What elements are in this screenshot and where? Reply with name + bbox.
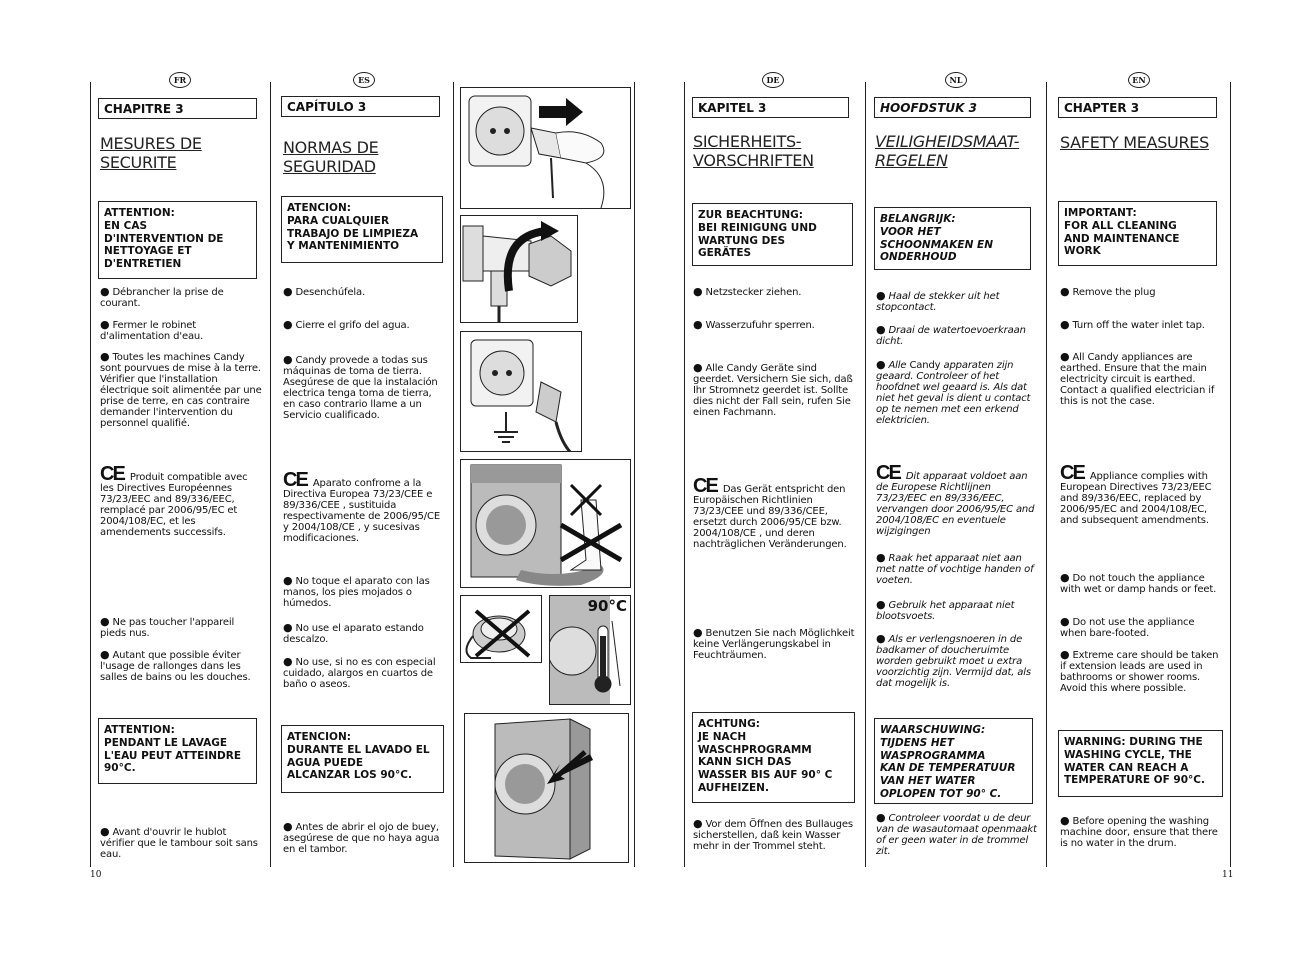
bullet-item: ● Avant d'ouvrir le hublot vérifier que le tambour soit sans eau. <box>100 825 258 860</box>
chapter-heading: CHAPTER 3 <box>1058 97 1217 118</box>
page-number-left: 10 <box>90 870 102 880</box>
ce-mark-icon: CE <box>876 462 900 484</box>
temperature-label: 90°C <box>587 597 627 615</box>
bullet-item: ● Remove the plug <box>1060 285 1156 298</box>
column-divider <box>270 82 271 867</box>
ce-compliance-text: CE Das Gerät entspricht den Europäischen Richtlinien 73/23/CEE und 89/336/CEE, ersetzt durch 2006/95/CE bzw. 2004/108/CE , und deren nachträglichen Veränderungen. <box>693 475 847 550</box>
warning-box: WAARSCHUWING: TIJDENS HET WASPROGRAMMA KAN DE TEMPERATUUR VAN HET WATER OPLOPEN TOT 90° C. <box>874 718 1033 804</box>
bullet-item: ● Netzstecker ziehen. <box>693 285 802 298</box>
ce-compliance-text: CE Appliance complies with European Directives 73/23/EEC and 89/336/EEC, replaced by 2006/95/EC and 2004/108/EC, and subsequent amendments. <box>1060 462 1212 526</box>
page-number-right: 11 <box>1222 870 1234 880</box>
section-title: SAFETY MEASURES <box>1060 133 1209 152</box>
ce-compliance-text: CE Aparato confrome a la Directiva Europea 73/23/CEE e 89/336/CEE , sustituida respectivamente de 2006/95/CE y 2004/108/CE , y sucesivas modificaciones. <box>283 469 441 544</box>
bullet-item: ● Toutes les machines Candy sont pourvues de mise à la terre. Vérifier que l'installation électrique soit alimentée par une prise de terre, en cas contraire demander l'intervention du personnel qualifié. <box>100 350 262 429</box>
wet-feet-illustration <box>460 459 631 588</box>
language-badge-en: EN <box>1128 72 1150 88</box>
bullet-item: ● Extreme care should be taken if extension leads are used in bathrooms or shower rooms. Avoid this where possible. <box>1060 648 1219 694</box>
language-badge-de: DE <box>762 72 784 88</box>
section-title: VEILIGHEIDSMAAT- REGELEN <box>875 132 1020 170</box>
warning-box: ATTENTION: PENDANT LE LAVAGE L'EAU PEUT ATTEINDRE 90°C. <box>98 718 257 784</box>
attention-box: IMPORTANT: FOR ALL CLEANING AND MAINTENANCE WORK <box>1058 201 1217 266</box>
ce-mark-icon: CE <box>283 469 307 491</box>
bullet-item: ● Benutzen Sie nach Möglichkeit keine Verlängerungskabel in Feuchträumen. <box>693 626 855 661</box>
chapter-heading: KAPITEL 3 <box>692 97 849 118</box>
thermometer-illustration <box>549 595 631 705</box>
bullet-item: ● Antes de abrir el ojo de buey, asegúrese de que no haya agua en el tambor. <box>283 820 440 855</box>
bullet-item: ● Gebruik het apparaat niet blootsvoets. <box>876 598 1015 622</box>
bullet-item: ● Candy provede a todas sus máquinas de toma de tierra. Asegúrese de que la instalación electrica tenga toma de tierra, en caso contrario llame a un Servicio cualificado. <box>283 353 438 421</box>
language-badge-fr: FR <box>169 72 191 88</box>
bullet-item: ● No use, si no es con especial cuidado, alargos en cuartos de baño o aseos. <box>283 655 436 690</box>
bullet-item: ● All Candy appliances are earthed. Ensure that the main electricity circuit is earthed. Contact a qualified electrician if this is not the case. <box>1060 350 1215 407</box>
extension-lead-illustration <box>460 595 542 663</box>
unplug-illustration <box>460 87 631 209</box>
column-divider <box>90 82 91 867</box>
warning-box: WARNING: DURING THE WASHING CYCLE, THE WATER CAN REACH A TEMPERATURE OF 90°C. <box>1058 730 1223 797</box>
bullet-item: ● Autant que possible éviter l'usage de rallonges dans les salles de bains ou les douches. <box>100 648 251 683</box>
column-divider <box>684 82 685 867</box>
section-title: MESURES DE SECURITE <box>100 134 202 172</box>
ce-mark-icon: CE <box>100 463 124 485</box>
chapter-heading: CAPÍTULO 3 <box>281 96 440 117</box>
door-illustration <box>464 713 629 863</box>
bullet-item: ● Débrancher la prise de courant. <box>100 285 224 309</box>
column-divider <box>634 82 635 867</box>
bullet-item: ● Draai de watertoevoerkraan dicht. <box>876 323 1026 347</box>
ce-mark-icon: CE <box>693 475 717 497</box>
bullet-item: ● Do not touch the appliance with wet or damp hands or feet. <box>1060 571 1217 595</box>
attention-box: ATENCION: PARA CUALQUIER TRABAJO DE LIMPIEZA Y MANTENIMIENTO <box>281 196 443 263</box>
column-divider <box>1046 82 1047 867</box>
bullet-item: ● Desenchúfela. <box>283 285 366 298</box>
chapter-heading: HOOFDSTUK 3 <box>874 97 1031 118</box>
column-divider <box>865 82 866 867</box>
tap-illustration <box>460 215 578 323</box>
bullet-item: ● Cierre el grifo del agua. <box>283 318 410 331</box>
bullet-item: ● No toque el aparato con las manos, los pies mojados o húmedos. <box>283 574 430 609</box>
section-title: SICHERHEITS- VORSCHRIFTEN <box>693 132 814 170</box>
bullet-item: ● No use el aparato estando descalzo. <box>283 621 424 645</box>
attention-box: ATTENTION: EN CAS D'INTERVENTION DE NETTOYAGE ET D'ENTRETIEN <box>98 201 257 279</box>
bullet-item: ● Wasserzufuhr sperren. <box>693 318 815 331</box>
ce-compliance-text: CE Produit compatible avec les Directives Européennes 73/23/EEC and 89/336/EEC, remplacé par 2006/95/EC et 2004/108/EC, et les amendements successifs. <box>100 463 248 538</box>
attention-box: BELANGRIJK: VOOR HET SCHOONMAKEN EN ONDERHOUD <box>874 207 1031 270</box>
bullet-item: ● Do not use the appliance when bare-footed. <box>1060 615 1195 639</box>
column-divider <box>453 82 454 867</box>
attention-box: ZUR BEACHTUNG: BEI REINIGUNG UND WARTUNG DES GERÄTES <box>692 203 853 266</box>
bullet-item: ● Ne pas toucher l'appareil pieds nus. <box>100 615 235 639</box>
section-title: NORMAS DE SEGURIDAD <box>283 138 379 176</box>
bullet-item: ● Haal de stekker uit het stopcontact. <box>876 289 1000 313</box>
column-divider <box>1230 82 1231 867</box>
bullet-item: ● Before opening the washing machine door, ensure that there is no water in the drum. <box>1060 814 1218 849</box>
bullet-item: ● Controleer voordat u de deur van de wasautomaat openmaakt of er geen water in de trommel zit. <box>876 811 1037 857</box>
warning-box: ATENCION: DURANTE EL LAVADO EL AGUA PUEDE ALCANZAR LOS 90°C. <box>281 725 444 793</box>
chapter-heading: CHAPITRE 3 <box>98 98 257 119</box>
earth-socket-illustration <box>460 331 582 452</box>
language-badge-es: ES <box>353 72 375 88</box>
ce-mark-icon: CE <box>1060 462 1084 484</box>
bullet-item: ● Vor dem Öffnen des Bullauges sicherstellen, daß kein Wasser mehr in der Trommel steht. <box>693 817 853 852</box>
language-badge-nl: NL <box>945 72 967 88</box>
bullet-item: ● Fermer le robinet d'alimentation d'eau. <box>100 318 204 342</box>
bullet-item: ● Turn off the water inlet tap. <box>1060 318 1205 331</box>
bullet-item: ● Alle Candy apparaten zijn geaard. Controleer of het hoofdnet wel geaard is. Als dat niet het geval is dient u contact op te nemen met een erkend elektricien. <box>876 358 1031 426</box>
ce-compliance-text: CE Dit apparaat voldoet aan de Europese Richtlijnen 73/23/EEC en 89/336/EEC, vervangen door 2006/95/EC and 2004/108/EC en eventuele wijzigingen <box>876 462 1035 537</box>
bullet-item: ● Alle Candy Geräte sind geerdet. Versichern Sie sich, daß Ihr Stromnetz geerdet ist. Sollte dies nicht der Fall sein, rufen Sie einen Fachmann. <box>693 361 853 418</box>
bullet-item: ● Als er verlengsnoeren in de badkamer of doucheruimte worden gebruikt moet u extra voorzichtig zijn. Vermijd dat, als dat mogelijk is. <box>876 632 1031 689</box>
warning-box: ACHTUNG: JE NACH WASCHPROGRAMM KANN SICH DAS WASSER BIS AUF 90° C AUFHEIZEN. <box>692 712 855 803</box>
bullet-item: ● Raak het apparaat niet aan met natte of vochtige handen of voeten. <box>876 551 1034 586</box>
